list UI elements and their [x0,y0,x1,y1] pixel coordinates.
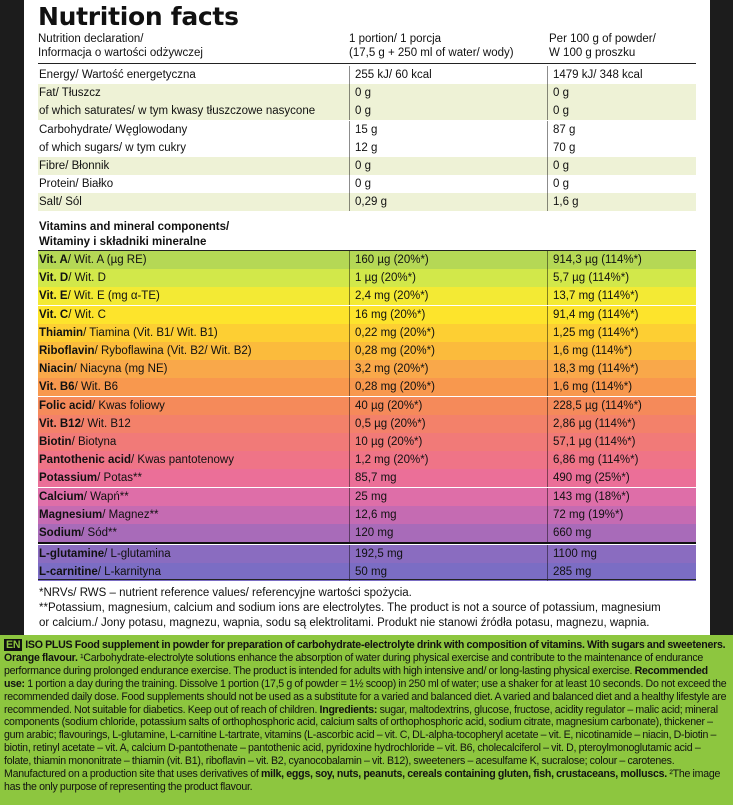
table-row [38,545,696,563]
header-divider [38,63,696,64]
row-label [39,563,161,581]
row-label: Protein/ Białko [39,178,114,191]
row-per100-value: 70 g [547,139,575,157]
table-row [38,269,696,287]
table-row [38,488,696,506]
row-label-name: Folic acid [39,399,93,412]
row-label-rest: / Potas** [97,472,142,485]
description-body: sugar, maltodextrins, glucose, fructose, acidity regulator – malic acid; mineral components (sodium chloride, potassium salts of orthophosphoric acid, calcium salts of orthophosphoric acid, sodium citrate, magnesium carbonate), thickener – gum arabic; flavourings, L-glutamine, L-carnitine L-tartrate, vitamins (L-ascorbic acid – vit. C, DL-alpha-tocopheryl acetate – vit. E, nicotinamide – niacin, D-biotin – biotin, retinyl acetate – vit. A, calcium D-pantothenate – pantothenic acid, pyridoxine hydrochloride – vit. B6, cholecalciferol – vit. D, pteroylmonoglutamic acid – folate, thiamin mononitrate – thiamin (vit. B1), riboflavin – vit. B2, cyanocobalamin – vit. B12), sweeteners – acesulfame K, sucralose; colour – carotenes. Manufactured on a production site that uses derivatives of [4,703,718,781]
row-label-name: L-carnitine [39,565,98,578]
row-label-name: Niacin [39,363,74,376]
row-label-name: Thiamin [39,326,84,339]
row-label [39,324,218,342]
table-row [38,324,696,342]
row-portion-value: 12 g [349,139,377,157]
row-label-name: Vit. B6 [39,381,75,394]
language-badge: EN [6,639,21,651]
row-label-name: Magnesium [39,508,103,521]
table-row [38,563,696,581]
table-row [38,139,696,157]
row-label [39,415,131,433]
row-label [39,306,106,324]
header-text: (17,5 g + 250 ml of water/ wody) [349,47,514,59]
amino-divider [38,542,696,544]
row-per100-value: 1,25 mg (114%*) [547,324,638,342]
row-portion-value: 40 µg (20%*) [349,397,422,415]
row-label: Fibre/ Błonnik [39,160,110,172]
footnote-nrv: *NRVs/ RWS – nutrient reference values/ referencyjne wartości spożycia. [39,587,412,599]
row-label [39,251,147,269]
row-label-name: Vit. B12 [39,417,81,430]
table-row [38,193,696,211]
description-body: ¹Carbohydrate-electrolyte solutions enhance the absorption of water during physical exercise and contribute to the maintenance of endurance performance during prolonged endurance exercise. The product is intended for adults with high intensive and/ or long-lasting physical exercise. [4,651,704,677]
table-row [38,157,696,175]
table-row [38,287,696,305]
row-per100-value: 6,86 mg (114%*) [547,451,638,469]
header-text: Nutrition declaration/ [38,33,144,45]
row-label [39,342,252,360]
row-label-name: Vit. C [39,308,69,321]
row-label-name: Riboflavin [39,345,95,357]
header-col-portion [349,32,514,60]
row-label-name: L-glutamine [39,548,105,560]
row-per100-value: 18,3 mg (114%*) [547,360,638,378]
row-label-rest: / Niacyna (mg NE) [73,363,168,376]
table-row [38,506,696,524]
table-row [38,524,696,542]
row-label-name: Sodium [39,527,82,539]
row-portion-value: 16 mg (20%*) [349,306,425,324]
description-body: 1 portion a day during the training. Dissolve 1 portion (17,5 g of powder = 1½ scoop) in 250 ml of water; use a shaker for at least 10 seconds. Do not exceed the recommended daily dose. Food supplements should not be used as a substitute for a varied and balanced diet. A varied and balanced diet and a healthy lifestyle are recommended. Not suitable for diabetics. Keep out of reach of children. [4,677,727,716]
row-label-rest: / Wit. C [68,308,106,321]
row-label [39,269,106,287]
footnote-electrolytes: **Potassium, magnesium, calcium and sodium ions are electrolytes. The product is not a source of potassium, magnesium [39,602,661,614]
table-row [38,397,696,415]
row-label: of which sugars/ w tym cukry [39,141,186,154]
table-row [38,415,696,433]
row-per100-value: 660 mg [547,524,591,542]
row-portion-value: 15 g [349,121,377,139]
row-label: of which saturates/ w tym kwasy tłuszczowe nasycone [39,105,316,118]
table-row [38,451,696,469]
table-row [38,342,696,360]
row-label-name: Pantothenic acid [39,454,132,467]
description-text [4,639,729,794]
row-per100-value: 0 g [547,175,569,193]
row-label: Salt/ Sól [39,196,82,209]
row-label-rest: / Sód** [81,527,117,539]
notes-divider [38,579,696,580]
table-row [38,175,696,193]
row-per100-value: 0 g [547,102,569,120]
row-per100-value: 490 mg (25%*) [547,469,630,487]
header-text: W 100 g proszku [549,47,636,59]
row-portion-value: 120 mg [349,524,393,542]
table-row [38,469,696,487]
row-label-rest: / Wapń** [83,490,129,503]
ingredients-label: Ingredients: [319,703,378,716]
row-portion-value: 0,5 µg (20%*) [349,415,426,433]
row-label [39,488,129,506]
row-label: Fat/ Tłuszcz [39,87,101,100]
row-label-rest: / Ryboflawina (Vit. B2/ Wit. B2) [94,345,252,357]
row-portion-value: 0,22 mg (20%*) [349,324,435,342]
row-portion-value: 0 g [349,175,371,193]
table-row [38,251,696,269]
row-per100-value: 285 mg [547,563,591,581]
row-label [39,469,142,487]
row-label-rest: / L-karnityna [97,565,162,578]
footnotes [39,586,699,631]
header-text: 1 portion/ 1 porcja [349,33,442,45]
row-portion-value: 2,4 mg (20%*) [349,287,429,305]
row-per100-value: 87 g [547,121,575,139]
row-label-rest: / Magnez** [102,508,159,521]
footnote-electrolytes-pl: or calcium./ Jony potasu, magnezu, wapnia, sodu są elektrolitami. Produkt nie stanowi źródła potasu, magnezu, wapnia. [39,617,650,629]
row-label [39,545,171,563]
row-label: Carbohydrate/ Węglowodany [39,123,188,136]
row-portion-value: 0 g [349,102,371,120]
row-label-name: Vit. A [39,254,68,266]
description-body: ²The image has the only purpose of representing the product flavour. [4,768,721,793]
row-label-rest: / Kwas pantotenowy [131,454,234,467]
allergens-list: milk, eggs, soy, nuts, peanuts, cereals containing gluten, fish, crustaceans, molluscs. [260,768,667,781]
row-label-rest: / Wit. B12 [80,417,131,430]
row-label [39,360,167,378]
row-portion-value: 10 µg (20%*) [349,433,422,451]
vitamins-heading-line: Witaminy i składniki mineralne [39,236,207,248]
header-text: Per 100 g of powder/ [549,33,656,45]
vitamins-heading-line: Vitamins and mineral components/ [39,221,230,233]
row-label [39,524,117,542]
table-row [38,84,696,102]
row-portion-value: 0 g [349,157,371,175]
row-per100-value: 143 mg (18%*) [547,488,630,506]
row-portion-value: 0,28 mg (20%*) [349,342,435,360]
row-label [39,433,116,451]
row-label: Energy/ Wartość energetyczna [39,69,196,81]
row-per100-value: 1,6 mg (114%*) [547,378,632,396]
header-col-per-100g [549,32,656,60]
row-portion-value: 192,5 mg [349,545,403,563]
row-per100-value: 1,6 g [547,193,579,211]
row-label-rest: / Kwas foliowy [92,399,165,412]
row-portion-value: 50 mg [349,563,387,581]
row-portion-value: 255 kJ/ 60 kcal [349,66,432,84]
page-title: Nutrition facts [38,2,239,31]
row-label [39,378,118,396]
row-label-rest: / Wit. A (µg RE) [67,254,147,266]
recommended-use-label: Recommended use: [4,664,708,690]
row-label-name: Vit. E [39,290,68,303]
table-row [38,66,696,84]
row-per100-value: 57,1 µg (114%*) [547,433,636,451]
row-portion-value: 0 g [349,84,371,102]
row-per100-value: 0 g [547,157,569,175]
header-col-nutrition-declaration [38,32,203,60]
row-label-rest: / L-glutamina [104,548,171,560]
row-portion-value: 3,2 mg (20%*) [349,360,429,378]
row-per100-value: 228,5 µg (114%*) [547,397,642,415]
row-portion-value: 0,28 mg (20%*) [349,378,435,396]
table-row [38,306,696,324]
product-intro: ISO PLUS Food supplement in powder for preparation of carbohydrate-electrolyte drink with composition of vitamins. With sugars and sweeteners. Orange flavour. [4,639,726,664]
vitamins-heading [39,220,229,250]
row-portion-value: 0,29 g [349,193,387,211]
row-label [39,451,234,469]
row-label-rest: / Biotyna [71,436,117,448]
row-label-name: Calcium [39,490,84,503]
header-text: Informacja o wartości odżywczej [38,47,203,59]
row-per100-value: 13,7 mg (114%*) [547,287,638,305]
row-label-rest: / Wit. D [68,272,106,285]
table-row [38,121,696,139]
row-per100-value: 5,7 µg (114%*) [547,269,629,287]
row-portion-value: 85,7 mg [349,469,397,487]
row-label-rest: / Wit. B6 [74,381,119,394]
row-per100-value: 1479 kJ/ 348 kcal [547,66,643,84]
nutrition-panel [24,0,710,635]
row-per100-value: 2,86 µg (114%*) [547,415,636,433]
row-portion-value: 1,2 mg (20%*) [349,451,429,469]
table-row [38,102,696,120]
row-portion-value: 1 µg (20%*) [349,269,416,287]
row-per100-value: 72 mg (19%*) [547,506,623,524]
row-portion-value: 160 µg (20%*) [349,251,429,269]
row-portion-value: 25 mg [349,488,387,506]
table-row [38,433,696,451]
row-label [39,287,160,305]
row-label-rest: / Tiamina (Vit. B1/ Wit. B1) [83,326,218,339]
row-portion-value: 12,6 mg [349,506,397,524]
row-per100-value: 914,3 µg (114%*) [547,251,642,269]
row-label [39,397,165,415]
description-panel [0,635,733,805]
table-row [38,360,696,378]
row-label-rest: / Wit. E (mg α-TE) [67,290,160,303]
row-label-name: Potassium [39,472,98,485]
row-per100-value: 1100 mg [547,545,597,563]
row-label-name: Biotin [39,436,72,448]
row-per100-value: 0 g [547,84,569,102]
row-per100-value: 91,4 mg (114%*) [547,306,638,324]
row-label-name: Vit. D [39,272,69,285]
row-per100-value: 1,6 mg (114%*) [547,342,632,360]
row-label [39,506,159,524]
table-row [38,378,696,396]
